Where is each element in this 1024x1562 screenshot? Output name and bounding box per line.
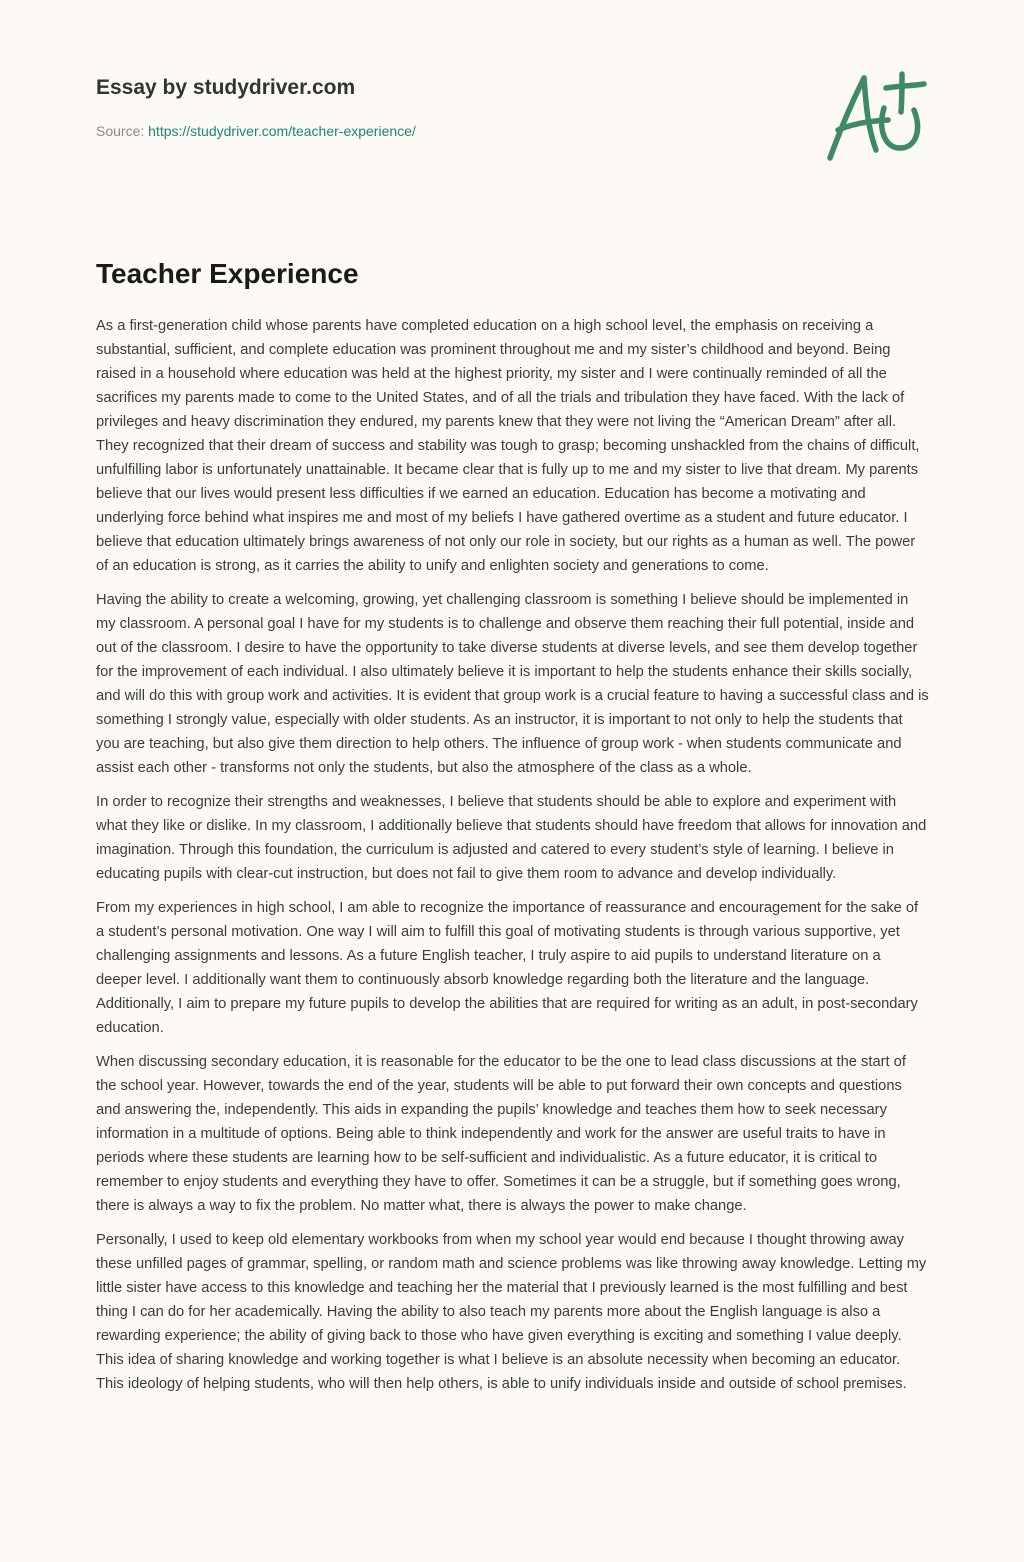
essay-paragraph-4: From my experiences in high school, I am able to recognize the importance of reassurance and encouragement for the sake of a student’s personal motivation. One way I will aim to fulfill this goal of motivating students is through various supportive, yet challenging assignments and lessons. As a future English teacher, I truly aspire to aid pupils to understand literature on a deeper level. I additionally want them to continuously absorb knowledge regarding both the literature and the language. Additionally, I aim to prepare my future pupils to develop the abilities that are required for writing as an adult, in post-secondary education. — [96, 900, 919, 1036]
essay-paragraph-6: Personally, I used to keep old elementary workbooks from when my school year would end because I thought throwing away these unfilled pages of grammar, spelling, or random math and science problems was like throwing away knowledge. Letting my little sister have access to this knowledge and teaching her the material that I previously learned is the most fulfilling and best thing I can do for her academically. Having the ability to also teach my parents more about the English language is also a rewarding experience; the ability of giving back to those who have given everything is exciting and something I value deeply. This idea of sharing knowledge and working together is what I believe is an absolute necessity when becoming an educator. This ideology of helping students, who will then help others, is able to unify individuals inside and outside of school premises. — [96, 1232, 927, 1392]
essay-body — [96, 314, 930, 1406]
essay-paragraph-2: Having the ability to create a welcoming, growing, yet challenging classroom is something I believe should be implemented in my classroom. A personal goal I have for my students is to challenge and observe them reaching their full potential, inside and out of the classroom. I desire to have the opportunity to take diverse students at diverse levels, and see them develop together for the improvement of each individual. I also ultimately believe it is important to help the students enhance their skills socially, and will do this with group work and activities. It is evident that group work is a crucial feature to having a successful class and is something I strongly value, especially with older students. As an instructor, it is important to not only to help the students that you are teaching, but also give them direction to help others. The influence of group work - when students communicate and assist each other - transforms not only the students, but also the atmosphere of the class as a whole. — [96, 592, 929, 776]
source-link[interactable]: https://studydriver.com/teacher-experience/ — [148, 123, 416, 139]
essay-title: Teacher Experience — [96, 258, 359, 289]
page-header — [96, 74, 796, 141]
essay-paragraph-1: As a first-generation child whose parents have completed education on a high school level, the emphasis on receiving a substantial, sufficient, and complete education was prominent throughout me and my sister’s childhood and beyond. Being raised in a household where education was held at the highest priority, my sister and I were continually reminded of all the sacrifices my parents made to come to the United States, and of all the trials and tribulation they have faced. With the lack of privileges and heavy discrimination they endured, my parents knew that they were not living the “American Dream” after all. They recognized that their dream of success and stability was tough to grasp; becoming unshackled from the chains of difficult, unfulfilling labor is unfortunately unattainable. It became clear that is fully up to me and my sister to live that dream. My parents believe that our lives would present less difficulties if we earned an education. Education has become a motivating and underlying force behind what inspires me and most of my beliefs I have gathered overtime as a student and future educator. I believe that education ultimately brings awareness of not only our role in society, but our rights as a human as well. The power of an education is strong, as it carries the ability to unify and enlighten society and generations to come. — [96, 318, 920, 574]
source-line — [96, 121, 796, 141]
essay-paragraph-5: When discussing secondary education, it is reasonable for the educator to be the one to lead class discussions at the start of the school year. However, towards the end of the year, students will be able to put forward their own concepts and questions and answering the, independently. This aids in expanding the pupils’ knowledge and teaches them how to seek necessary information in a multitude of options. Being able to think independently and work for the answer are useful traits to have in periods where these students are learning how to be self-sufficient and individualistic. As a future educator, it is critical to remember to enjoy students and everything they have to offer. Sometimes it can be a struggle, but if something goes wrong, there is always a way to fix the problem. No matter what, there is always the power to make change. — [96, 1054, 906, 1214]
site-title: Essay by studydriver.com — [96, 76, 356, 99]
source-label: Source: — [96, 123, 145, 139]
a-plus-logo-icon — [822, 66, 928, 166]
essay-paragraph-3: In order to recognize their strengths and weaknesses, I believe that students should be able to explore and experiment with what they like or dislike. In my classroom, I additionally believe that students should have freedom that allows for innovation and imagination. Through this foundation, the curriculum is adjusted and catered to every student’s style of learning. I believe in educating pupils with clear-cut instruction, but does not fail to give them room to advance and develop individually. — [96, 794, 927, 882]
